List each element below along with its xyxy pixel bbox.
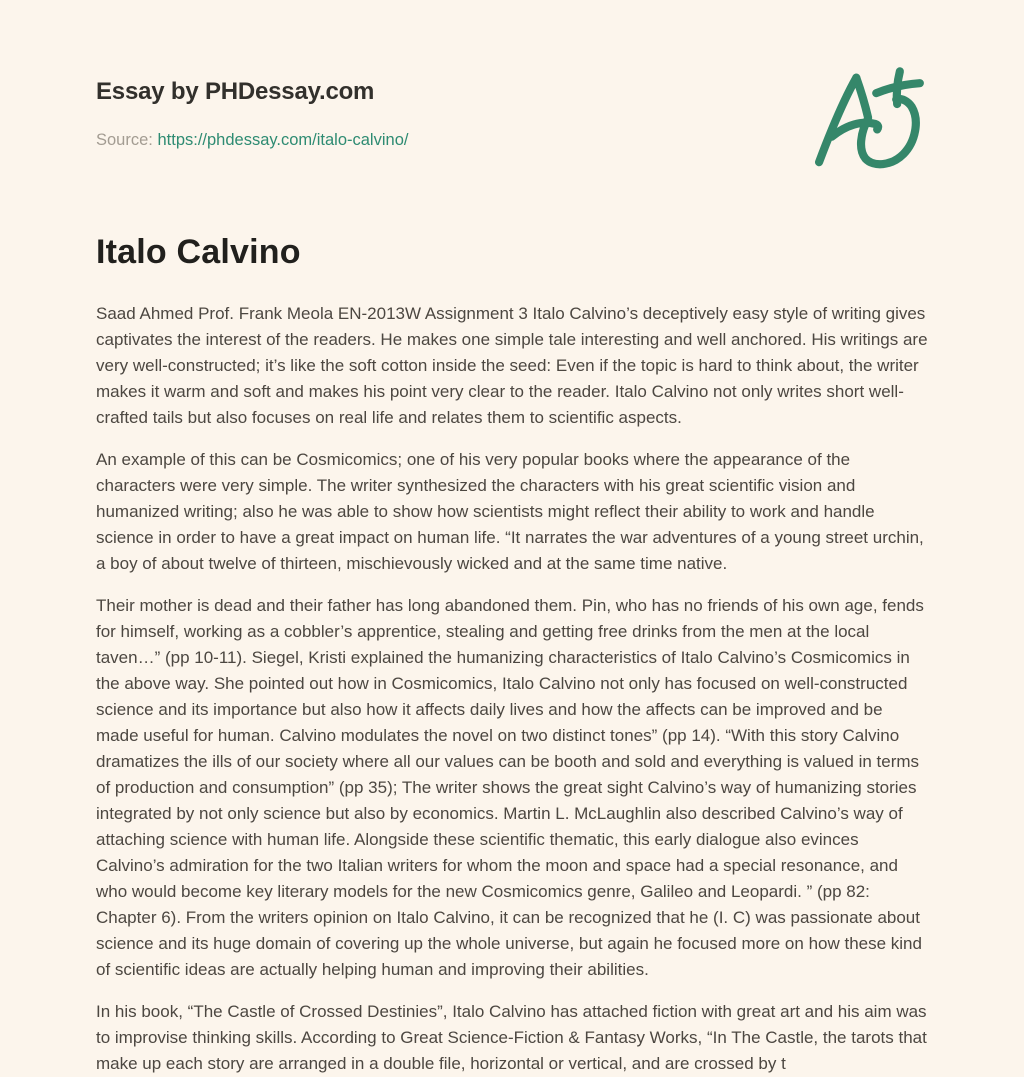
essay-body: [96, 301, 928, 1077]
brand-title: Essay by PHDessay.com: [96, 78, 375, 105]
essay-paragraph: Saad Ahmed Prof. Frank Meola EN-2013W Assignment 3 Italo Calvino’s deceptively easy style of writing gives captivates the interest of the readers. He makes one simple tale interesting and well anchored. His writings are very well-constructed; it’s like the soft cotton inside the seed: Even if the topic is hard to think about, the writer makes it warm and soft and makes his point very clear to the reader. Italo Calvino not only writes short well-crafted tails but also focuses on real life and relates them to scientific aspects.: [96, 304, 928, 427]
source-link[interactable]: https://phdessay.com/italo-calvino/: [157, 131, 409, 149]
essay-paragraph: Their mother is dead and their father has long abandoned them. Pin, who has no friends of his own age, fends for himself, working as a cobbler’s apprentice, stealing and getting free drinks from the men at the local taven…” (pp 10-11). Siegel, Kristi explained the humanizing characteristics of Italo Calvino’s Cosmicomics in the above way. She pointed out how in Cosmicomics, Italo Calvino not only has focused on well-constructed science and its importance but also how it affects daily lives and how the affects can be improved and be made useful for human. Calvino modulates the novel on two distinct tones” (pp 14). “With this story Calvino dramatizes the ills of our society where all our values can be booth and sold and everything is valued in terms of production and consumption” (pp 35); The writer shows the great sight Calvino’s way of humanizing stories integrated by not only science but also by economics. Martin L. McLaughlin also described Calvino’s way of attaching science with human life. Alongside these scientific thematic, this early dialogue also evinces Calvino’s admiration for the two Italian writers for whom the moon and space had a special resonance, and who would become key literary models for the new Cosmicomics genre, Galileo and Leopardi. ” (pp 82: Chapter 6). From the writers opinion on Italo Calvino, it can be recognized that he (I. C) was passionate about science and its huge domain of covering up the whole universe, but again he focused more on how these kind of scientific ideas are actually helping human and improving their abilities.: [96, 596, 924, 979]
page-header: [96, 78, 928, 189]
header-left: [96, 78, 408, 150]
essay-paragraph: In his book, “The Castle of Crossed Destinies”, Italo Calvino has attached fiction with great art and his aim was to improvise thinking skills. According to Great Science-Fiction & Fantasy Works, “In The Castle, the tarots that make up each story are arranged in a double file, horizontal or vertical, and are crossed by t: [96, 1002, 927, 1073]
page-title: Italo Calvino: [96, 233, 301, 271]
source-line: [96, 131, 408, 150]
source-label: Source:: [96, 131, 153, 149]
essay-paragraph: An example of this can be Cosmicomics; one of his very popular books where the appearance of the characters were very simple. The writer synthesized the characters with his great scientific vision and humanized writing; also he was able to show how scientists might reflect their ability to work and handle science in order to have a great impact on human life. “It narrates the war adventures of a young street urchin, a boy of about twelve of thirteen, mischievously wicked and at the same time native.: [96, 450, 924, 573]
aplus-logo-icon: [810, 64, 928, 189]
